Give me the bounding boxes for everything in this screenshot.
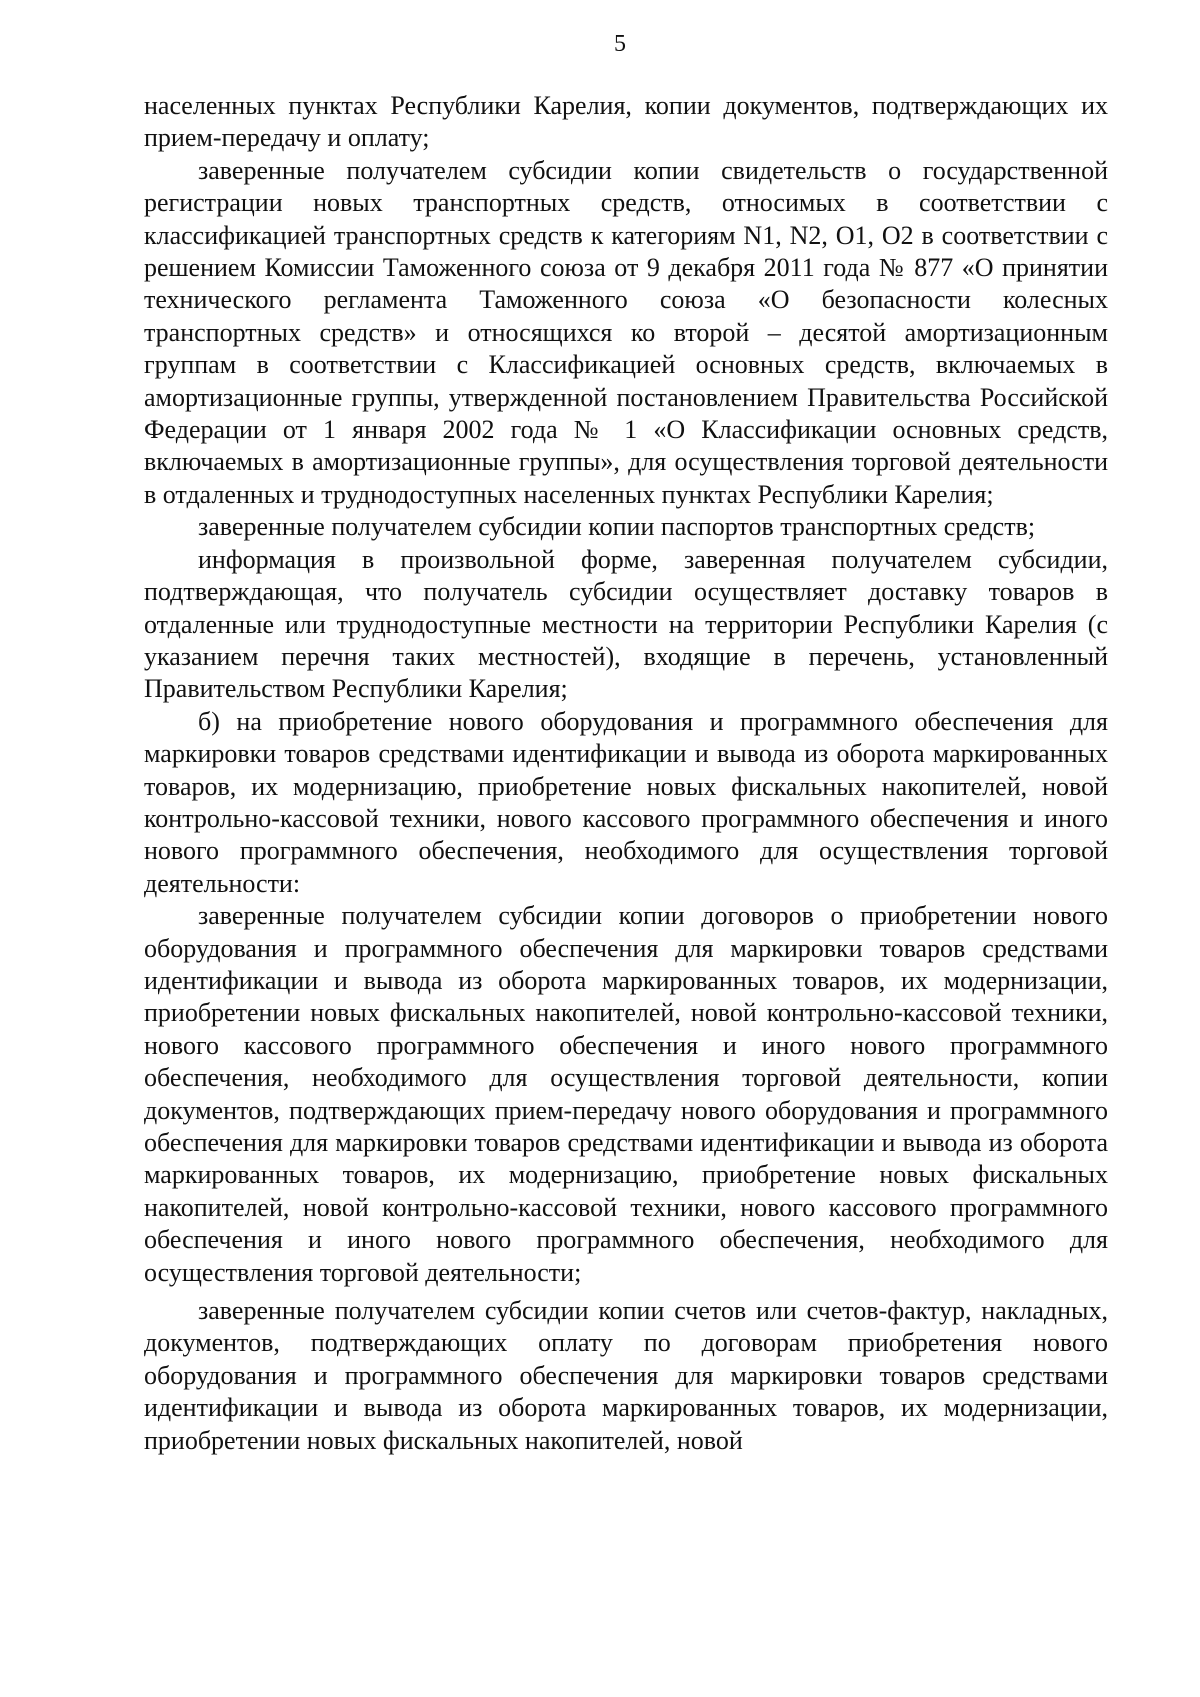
paragraph-invoice-copies: заверенные получателем субсидии копии счетов или счетов-фактур, накладных, документов, подтверждающих оплату по договорам приобретения нового оборудования и программного обеспечения для маркировки товаров средствами идентификации и вывода из оборота маркированных товаров, их модернизации, приобретении новых фискальных накопителей, новой [144, 1296, 1108, 1455]
paragraph-vehicle-registration-copies: заверенные получателем субсидии копии свидетельств о государственной регистрации новых транспортных средств, относимых в соответствии с классификацией транспортных средств к категориям N1, N2, O1, O2 в соответствии с решением Комиссии Таможенного союза от 9 декабря 2011 года № 877 «О принятии технического регламента Таможенного союза «О безопасности колесных транспортных средств» и относящихся ко второй – десятой амортизационным группам в соответствии с Классификацией основных средств, включаемых в амортизационные группы, утвержденной постановлением Правительства Российской Федерации от 1 января 2002 года № 1 «О Классификации основных средств, включаемых в амортизационные группы», для осуществления торговой деятельности в отдаленных и труднодоступных населенных пунктах Республики Карелия; [144, 155, 1108, 509]
paragraph-contract-copies: заверенные получателем субсидии копии договоров о приобретении нового оборудования и программного обеспечения для маркировки товаров средствами идентификации и вывода из оборота маркированных товаров, их модернизации, приобретении новых фискальных накопителей, новой контрольно-кассовой техники, нового кассового программного обеспечения и иного нового программного обеспечения, необходимого для осуществления торговой деятельности, копии документов, подтверждающих прием-передачу нового оборудования и программного обеспечения для маркировки товаров средствами идентификации и вывода из оборота маркированных товаров, их модернизацию, приобретение новых фискальных накопителей, новой контрольно-кассовой техники, нового кассового программного обеспечения и иного нового программного обеспечения, необходимого для осуществления торговой деятельности; [144, 901, 1108, 1287]
document-body [144, 90, 1108, 1457]
paragraph-continuation: населенных пунктах Республики Карелия, копии документов, подтверждающих их прием-передачу и оплату; [144, 91, 1108, 153]
paragraph-item-b: б) на приобретение нового оборудования и программного обеспечения для маркировки товаров средствами идентификации и вывода из оборота маркированных товаров, их модернизацию, приобретение новых фискальных накопителей, новой контрольно-кассовой техники, нового кассового программного обеспечения и иного нового программного обеспечения, необходимого для осуществления торговой деятельности: [144, 706, 1108, 898]
paragraph-delivery-information: информация в произвольной форме, заверенная получателем субсидии, подтверждающая, что получатель субсидии осуществляет доставку товаров в отдаленные или труднодоступные местности на территории Республики Карелия (с указанием перечня таких местностей), входящие в перечень, установленный Правительством Республики Карелия; [144, 544, 1108, 704]
paragraph-vehicle-passport-copies: заверенные получателем субсидии копии паспортов транспортных средств; [198, 512, 1036, 542]
page-number: 5 [614, 31, 626, 57]
